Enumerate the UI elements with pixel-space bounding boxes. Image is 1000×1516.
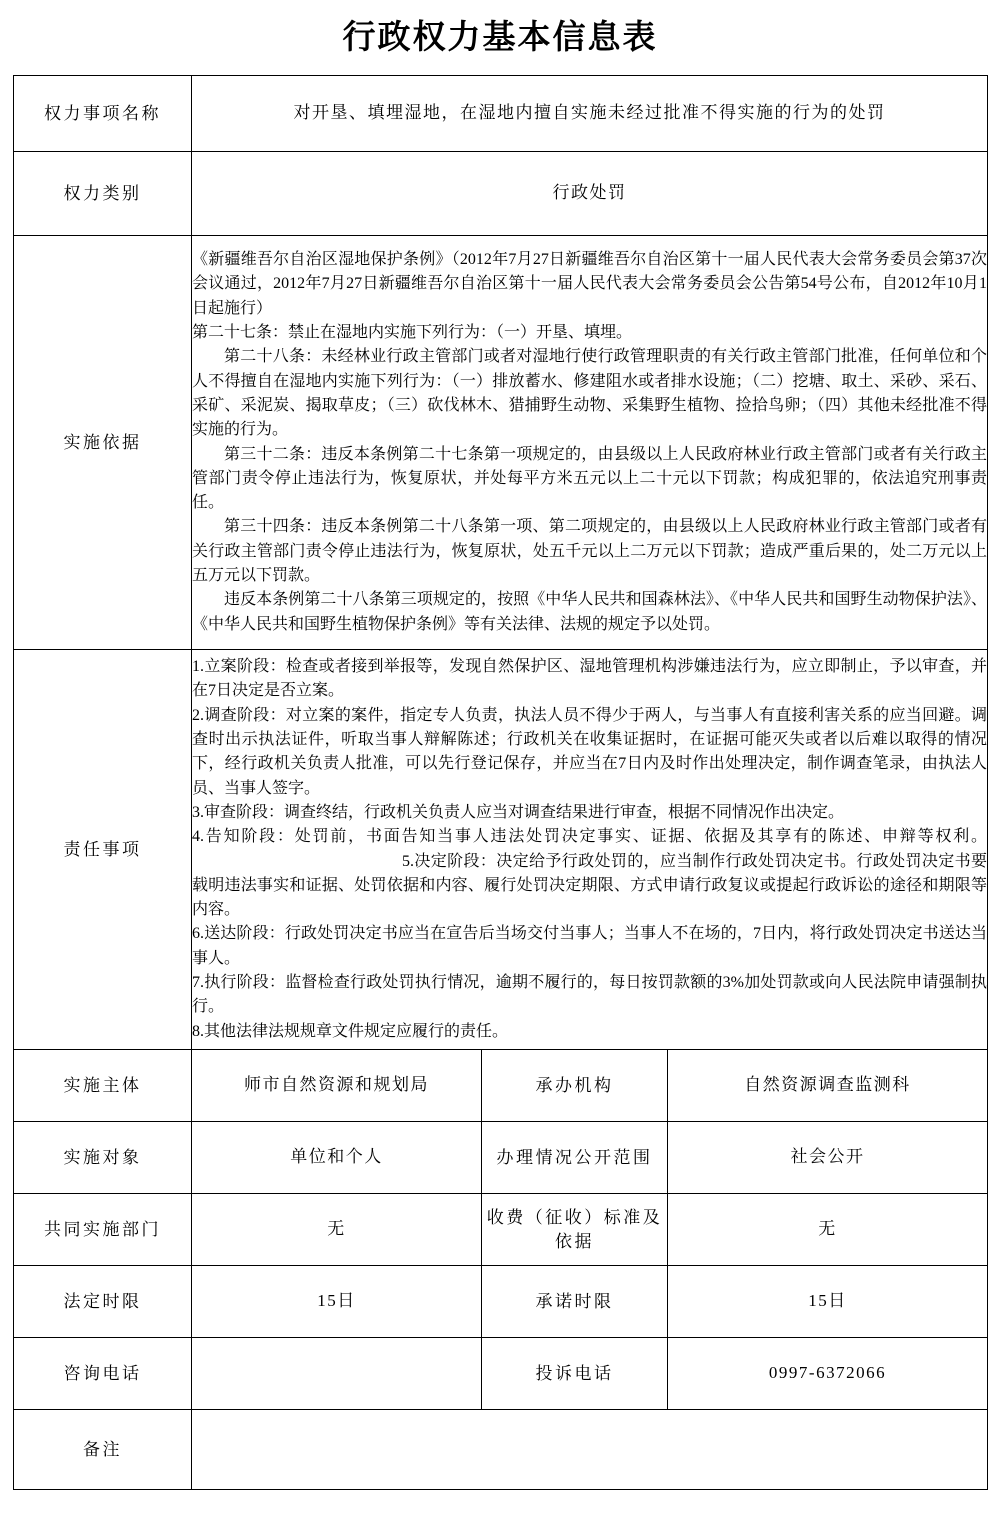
value-implementing-target: 单位和个人: [192, 1122, 482, 1194]
value-joint-departments: 无: [192, 1194, 482, 1266]
legal-basis-paragraph-3: 第三十二条：违反本条例第二十七条第一项规定的，由县级以上人民政府林业行政主管部门或者有关行政主管部门责令停止违法行为，恢复原状，并处每平方米五元以上二十元以下罚款；构成犯罪的，依法追究刑事责任。: [192, 445, 988, 512]
label-duty-items: 责任事项: [14, 650, 192, 1050]
legal-basis-paragraph-2: 第二十八条：未经林业行政主管部门或者对湿地行使行政管理职责的有关行政主管部门批准，任何单位和个人不得擅自在湿地内实施下列行为：（一）排放蓄水、修建阻水或者排水设施；（二）挖塘、取土、采砂、采石、采矿、采泥炭、揭取草皮；（三）砍伐林木、猎捕野生动物、采集野生植物、捡拾鸟卵；（四）其他未经批准不得实施的行为。: [192, 348, 988, 439]
table-row-implementing-body: [14, 1050, 988, 1122]
duty-paragraph-5: 6.送达阶段：行政处罚决定书应当在宣告后当场交付当事人；当事人不在场的，7日内，将行政处罚决定书送达当事人。: [192, 925, 988, 967]
duty-paragraph-7: 8.其他法律法规规章文件规定应履行的责任。: [192, 1022, 509, 1040]
table-row-power-category: [14, 152, 988, 236]
label-disclosure-scope: 办理情况公开范围: [482, 1122, 668, 1194]
value-fee-standard: 无: [668, 1194, 988, 1266]
label-handling-agency: 承办机构: [482, 1050, 668, 1122]
label-consultation-phone: 咨询电话: [14, 1338, 192, 1410]
page-title: 行政权力基本信息表: [342, 20, 658, 56]
value-disclosure-scope: 社会公开: [668, 1122, 988, 1194]
value-power-item-name: 对开垦、填埋湿地，在湿地内擅自实施未经过批准不得实施的行为的处罚: [192, 76, 988, 152]
label-power-category: 权力类别: [14, 152, 192, 236]
value-power-category: 行政处罚: [192, 152, 988, 236]
value-statutory-time-limit: 15日: [192, 1266, 482, 1338]
value-handling-agency: 自然资源调查监测科: [668, 1050, 988, 1122]
label-statutory-time-limit: 法定时限: [14, 1266, 192, 1338]
duty-paragraph-6: 7.执行阶段：监督检查行政处罚执行情况，逾期不履行的，每日按罚款额的3%加处罚款或向人民法院申请强制执行。: [192, 974, 988, 1016]
legal-basis-paragraph-4: 第三十四条：违反本条例第二十八条第一项、第二项规定的，由县级以上人民政府林业行政主管部门或者有关行政主管部门责令停止违法行为，恢复原状，处五千元以上二万元以下罚款；造成严重后果的，处二万元以上五万元以下罚款。: [192, 518, 988, 585]
label-joint-departments: 共同实施部门: [14, 1194, 192, 1266]
value-promised-time-limit: 15日: [668, 1266, 988, 1338]
table-row-joint-departments: [14, 1194, 988, 1266]
duty-paragraph-4: 5.决定阶段：决定给予行政处罚的，应当制作行政处罚决定书。行政处罚决定书要载明违法事实和证据、处罚依据和内容、履行处罚决定期限、方式申请行政复议或提起行政诉讼的途径和期限等内容。: [192, 852, 988, 919]
label-implementing-body: 实施主体: [14, 1050, 192, 1122]
value-legal-basis: [192, 236, 988, 650]
table-row-phones: [14, 1338, 988, 1410]
label-complaint-phone: 投诉电话: [482, 1338, 668, 1410]
legal-basis-paragraph-5: 违反本条例第二十八条第三项规定的，按照《中华人民共和国森林法》、《中华人民共和国野生动物保护法》、《中华人民共和国野生植物保护条例》等有关法律、法规的规定予以处罚。: [192, 591, 988, 633]
duty-paragraph-0: 1.立案阶段：检查或者接到举报等，发现自然保护区、湿地管理机构涉嫌违法行为，应立即制止，予以审查，并在7日决定是否立案。: [192, 658, 988, 700]
value-remarks: [192, 1410, 988, 1490]
duty-paragraph-2: 3.审查阶段：调查终结，行政机关负责人应当对调查结果进行审查，根据不同情况作出决定。: [192, 803, 845, 821]
value-complaint-phone: 0997-6372066: [668, 1338, 988, 1410]
duty-paragraph-4-5-group: [192, 825, 987, 922]
value-consultation-phone: [192, 1338, 482, 1410]
label-power-item-name: 权力事项名称: [14, 76, 192, 152]
table-row-power-item-name: [14, 76, 988, 152]
label-fee-standard: 收费（征收）标准及依据: [482, 1194, 668, 1266]
value-implementing-body: 师市自然资源和规划局: [192, 1050, 482, 1122]
table-row-time-limits: [14, 1266, 988, 1338]
legal-basis-paragraph-1: 第二十七条：禁止在湿地内实施下列行为：（一）开垦、填埋。: [192, 323, 633, 341]
label-implementing-target: 实施对象: [14, 1122, 192, 1194]
value-duty-items: [192, 650, 988, 1050]
label-legal-basis: 实施依据: [14, 236, 192, 650]
duty-paragraph-3: 4.告知阶段：处罚前，书面告知当事人违法处罚决定事实、证据、依据及其享有的陈述、申辩等权利。: [192, 828, 988, 846]
label-remarks: 备注: [14, 1410, 192, 1490]
duty-paragraph-1: 2.调查阶段：对立案的案件，指定专人负责，执法人员不得少于两人，与当事人有直接利害关系的应当回避。调查时出示执法证件，听取当事人辩解陈述；行政机关在收集证据时，在证据可能灭失或者以后难以取得的情况下，经行政机关负责人批准，可以先行登记保存，并应当在7日内及时作出处理决定，制作调查笔录，由执法人员、当事人签字。: [192, 706, 988, 797]
legal-basis-paragraph-0: 《新疆维吾尔自治区湿地保护条例》（2012年7月27日新疆维吾尔自治区第十一届人民代表大会常务委员会第37次会议通过，2012年7月27日新疆维吾尔自治区第十一届人民代表大会常务委员会公告第54号公布，自2012年10月1日起施行）: [192, 251, 988, 317]
administrative-power-info-table: [13, 75, 988, 1490]
label-promised-time-limit: 承诺时限: [482, 1266, 668, 1338]
table-row-implementing-target: [14, 1122, 988, 1194]
table-row-legal-basis: [14, 236, 988, 650]
table-row-duty-items: [14, 650, 988, 1050]
table-row-remarks: [14, 1410, 988, 1490]
